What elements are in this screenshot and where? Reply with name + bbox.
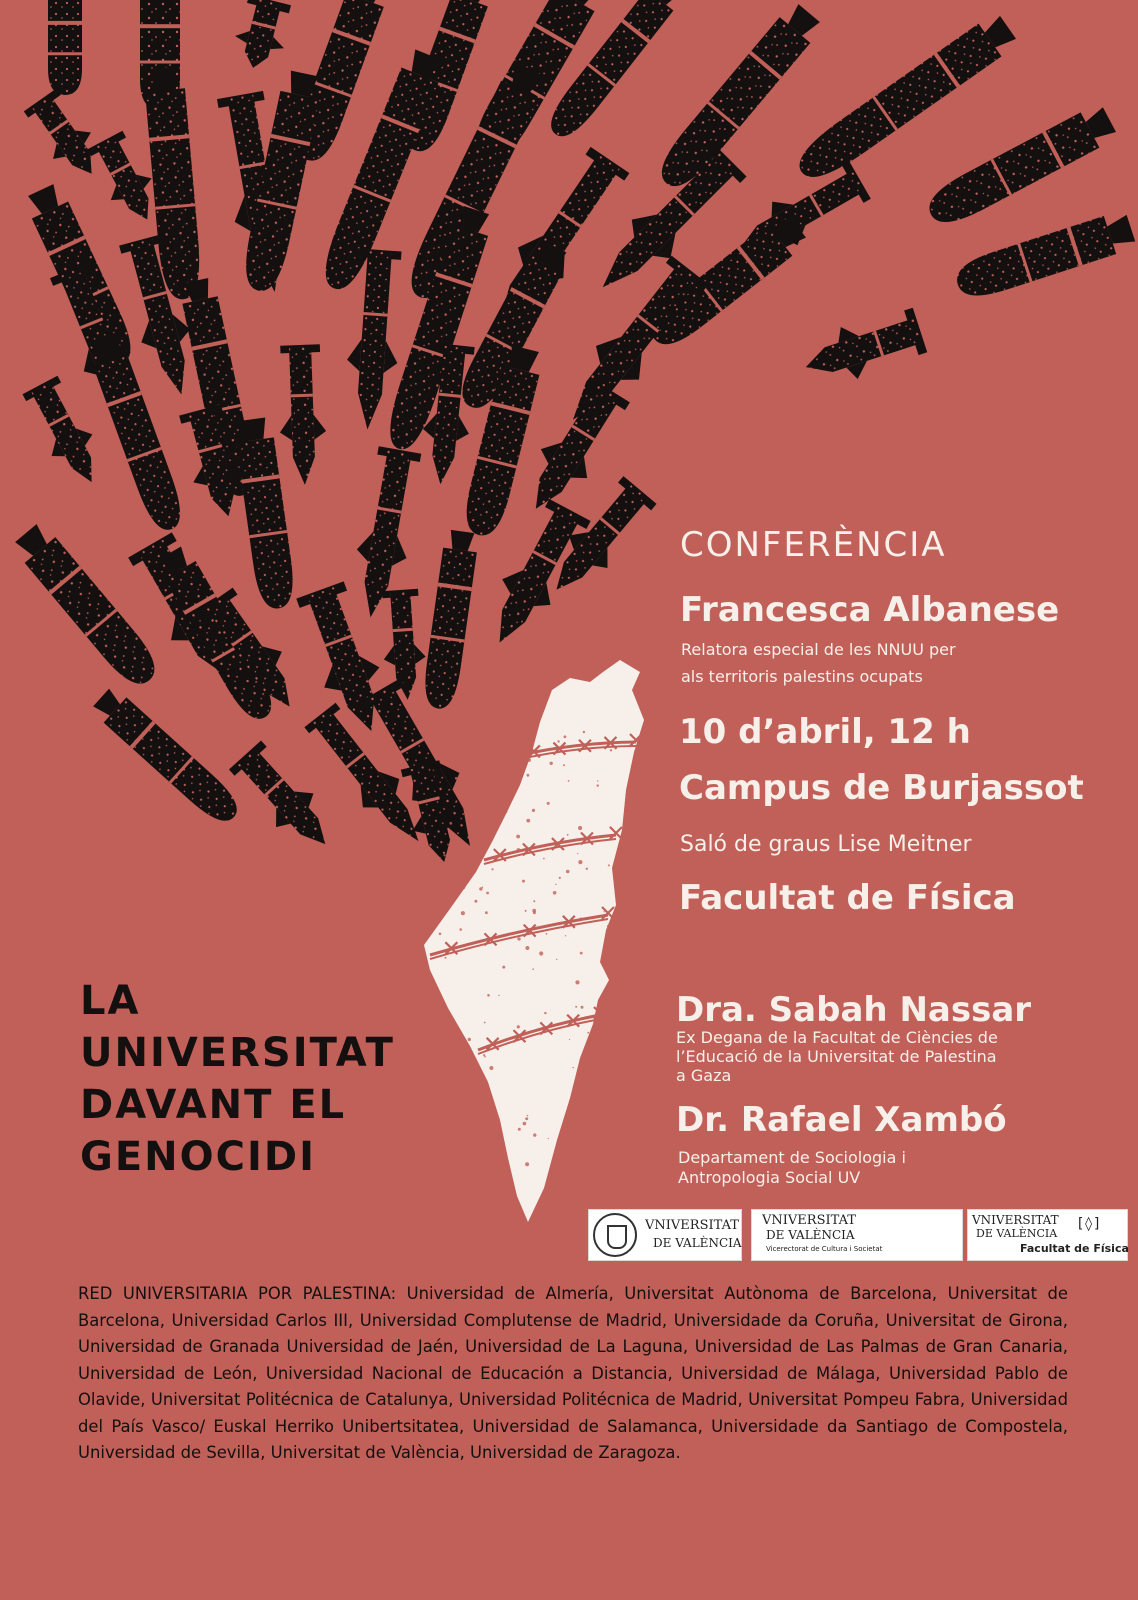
map-speck <box>525 946 529 950</box>
map-speck <box>618 1084 621 1087</box>
map-speck <box>527 1115 529 1117</box>
map-speck <box>496 713 499 716</box>
map-speck <box>582 1143 585 1146</box>
map-speck <box>559 877 561 879</box>
map-speck <box>461 1130 464 1133</box>
map-speck <box>583 731 585 733</box>
map-speck <box>603 911 604 912</box>
map-speck <box>486 892 489 895</box>
map-speck <box>453 1120 456 1123</box>
missile-icon <box>552 253 712 436</box>
role-line: Antropologia Social UV <box>678 1168 861 1187</box>
logo-line: DE VALÈNCIA <box>766 1228 855 1242</box>
map-speck <box>565 1159 569 1163</box>
map-speck <box>553 891 557 895</box>
logo-line: DE VALÈNCIA <box>653 1236 742 1250</box>
map-speck <box>569 1039 570 1040</box>
map-speck <box>611 952 614 955</box>
map-speck <box>627 1015 629 1017</box>
map-speck <box>525 1117 528 1120</box>
role-line: Relatora especial de les NNUU per <box>681 640 956 659</box>
map-speck <box>474 900 477 903</box>
title-line: GENOCIDI <box>80 1134 316 1180</box>
map-speck <box>445 957 447 959</box>
map-speck <box>493 699 496 702</box>
map-speck <box>442 1076 445 1079</box>
map-speck <box>532 730 534 732</box>
map-speck <box>506 735 510 739</box>
map-speck <box>502 966 505 969</box>
map-speck <box>440 871 443 874</box>
logo-line: Vicerectorat de Cultura i Societat <box>766 1245 883 1253</box>
bomb-icon <box>233 417 297 611</box>
map-speck <box>454 1144 456 1146</box>
map-speck <box>568 780 570 782</box>
event-faculty: Facultat de Física <box>679 878 1016 918</box>
missile-icon <box>226 738 344 861</box>
map-speck <box>469 1140 472 1143</box>
map-speck <box>484 1022 486 1024</box>
role-line: Departament de Sociologia i <box>678 1148 906 1167</box>
guest-speaker-name: Dra. Sabah Nassar <box>676 990 1032 1030</box>
map-speck <box>468 1038 471 1041</box>
physics-symbol-icon: [◊] <box>1076 1216 1102 1232</box>
map-speck <box>543 858 545 860</box>
map-speck <box>607 1154 609 1156</box>
map-speck <box>466 770 468 772</box>
logo-line: DE VALÈNCIA <box>976 1227 1058 1240</box>
map-speck <box>454 709 457 712</box>
map-speck <box>581 1074 584 1077</box>
map-speck <box>575 1006 577 1008</box>
map-speck <box>588 1138 591 1141</box>
map-speck <box>470 700 474 704</box>
map-speck <box>465 778 466 779</box>
logo-line: VNIVERSITAT <box>972 1213 1059 1227</box>
logo-facultat-fisica <box>967 1209 1128 1261</box>
map-speck <box>449 822 452 825</box>
map-speck <box>527 774 530 777</box>
map-speck <box>522 880 525 883</box>
map-speck <box>532 809 535 812</box>
map-speck <box>440 1062 443 1065</box>
event-date: 10 d’abril, 12 h <box>679 712 971 752</box>
missile-icon <box>379 589 429 702</box>
map-speck <box>627 1105 631 1109</box>
missile-icon <box>229 0 295 74</box>
map-speck <box>456 800 458 802</box>
map-speck <box>565 935 566 936</box>
map-speck <box>564 735 567 738</box>
map-speck <box>456 845 459 848</box>
map-speck <box>491 868 493 870</box>
map-speck <box>626 1003 630 1007</box>
missile-icon <box>797 304 928 393</box>
bomb-icon <box>11 520 165 693</box>
map-speck <box>462 885 466 889</box>
map-speck <box>521 734 525 738</box>
bomb-icon <box>48 0 82 95</box>
university-seal-icon <box>593 1213 637 1257</box>
map-speck <box>622 1143 626 1147</box>
map-speck <box>597 1104 599 1106</box>
map-speck <box>550 762 553 765</box>
bomb-icon <box>922 102 1119 232</box>
bomb-icon <box>790 11 1019 188</box>
map-speck <box>447 1149 451 1153</box>
map-speck <box>533 900 535 902</box>
map-speck <box>517 1025 520 1028</box>
role-line: l’Educació de la Universitat de Palestina <box>676 1047 997 1066</box>
missile-icon <box>277 344 328 486</box>
map-speck <box>581 1006 584 1009</box>
map-speck <box>565 1116 567 1118</box>
map-speck <box>459 928 462 931</box>
map-speck <box>497 815 500 818</box>
map-speck <box>597 784 599 786</box>
title-line: UNIVERSITAT <box>80 1030 395 1076</box>
logo-universitat-valencia <box>588 1209 742 1261</box>
map-speck <box>626 913 628 915</box>
poster-title <box>80 975 395 1183</box>
role-line: a Gaza <box>676 1066 732 1085</box>
palestine-map <box>424 660 644 1222</box>
map-speck <box>498 995 499 996</box>
logo-line: VNIVERSITAT <box>645 1218 739 1233</box>
map-speck <box>489 1066 493 1070</box>
map-speck <box>580 952 583 955</box>
logo-line: Facultat de Física <box>1020 1242 1129 1255</box>
map-speck <box>443 854 445 856</box>
map-speck <box>527 758 531 762</box>
map-speck <box>455 732 457 734</box>
map-speck <box>533 1133 536 1136</box>
main-speaker-role <box>681 636 956 690</box>
map-speck <box>563 764 565 766</box>
map-speck <box>485 723 487 725</box>
map-speck <box>589 1039 591 1041</box>
guest-speaker-name: Dr. Rafael Xambó <box>676 1100 1007 1140</box>
bomb-icon <box>90 685 246 830</box>
map-speck <box>547 802 550 805</box>
map-speck <box>555 884 556 885</box>
map-speck <box>557 740 559 742</box>
university-network <box>78 1281 1068 1467</box>
map-speck <box>523 1122 527 1126</box>
map-speck <box>487 994 490 997</box>
map-speck <box>517 937 520 940</box>
map-speck <box>578 860 582 864</box>
guest-speaker-role <box>678 1148 906 1188</box>
map-speck <box>546 933 548 935</box>
map-speck <box>620 985 622 987</box>
map-speck <box>622 991 624 993</box>
map-speck <box>548 1138 549 1139</box>
map-speck <box>611 986 613 988</box>
role-line: Ex Degana de la Facultat de Ciències de <box>676 1028 998 1047</box>
map-speck <box>544 1012 546 1014</box>
map-speck <box>610 749 612 751</box>
map-speck <box>502 713 503 714</box>
map-speck <box>620 855 623 858</box>
map-speck <box>525 1162 529 1166</box>
map-speck <box>597 780 598 781</box>
map-speck <box>512 787 515 790</box>
main-speaker-name: Francesca Albanese <box>680 590 1060 630</box>
map-speck <box>504 1167 508 1171</box>
map-speck <box>622 946 623 947</box>
map-speck <box>532 968 534 970</box>
map-speck <box>522 741 526 745</box>
map-speck <box>440 997 442 999</box>
bomb-icon <box>421 529 480 711</box>
map-speck <box>526 819 530 823</box>
map-speck <box>566 870 570 874</box>
event-type: CONFERÈNCIA <box>680 525 947 565</box>
map-speck <box>539 951 543 955</box>
title-line: LA <box>80 978 141 1024</box>
event-campus: Campus de Burjassot <box>679 768 1084 808</box>
network-label: RED UNIVERSITARIA POR PALESTINA: <box>78 1284 397 1303</box>
guest-speaker-role <box>676 1028 998 1085</box>
map-speck <box>455 777 458 780</box>
map-speck <box>462 1048 466 1052</box>
map-speck <box>439 933 442 936</box>
map-speck <box>461 911 465 915</box>
logo-vicerectorat-cultura <box>751 1209 963 1261</box>
map-speck <box>483 1054 485 1056</box>
map-speck <box>573 1067 574 1068</box>
bomb-icon <box>952 209 1137 303</box>
missile-icon <box>21 87 110 187</box>
map-speck <box>578 826 582 830</box>
map-speck <box>485 911 488 914</box>
map-speck <box>486 758 488 760</box>
map-speck <box>577 853 578 854</box>
map-speck <box>586 868 588 870</box>
missile-icon <box>20 374 112 493</box>
map-speck <box>587 1032 589 1034</box>
map-speck <box>504 809 508 813</box>
map-speck <box>533 724 535 726</box>
map-speck <box>449 876 452 879</box>
map-speck <box>556 959 557 960</box>
role-line: als territoris palestins ocupats <box>681 667 923 686</box>
map-speck <box>567 834 569 836</box>
title-line: DAVANT EL <box>80 1082 347 1128</box>
map-speck <box>575 980 579 984</box>
map-speck <box>456 869 457 870</box>
event-room: Saló de graus Lise Meitner <box>680 832 972 857</box>
map-speck <box>608 864 610 866</box>
map-speck <box>461 857 463 859</box>
network-members: Universidad de Almería, Universitat Autònoma de Barcelona, Universitat de Barcelona, Universidad Carlos III, Universidad Complutense de Madrid, Universidade da Coruña, Universitat de Girona, Universidad de Granada Universidad de Jaén, Universidad de La Laguna, Universidad de Las Palmas de Gran Canaria, Universidad de León, Universidad Nacional de Educación a Distancia, Universidad de Málaga, Universidad Pablo de Olavide, Universitat Politécnica de Catalunya, Universidad Politécnica de Madrid, Universitat Pompeu Fabra, Universidad del País Vasco/ Euskal Herriko Unibertsitatea, Universidad de Salamanca, Universidade da Santiago de Compostela, Universidad de Sevilla, Universitat de València, Universidad de Zaragoza. <box>78 1284 1068 1462</box>
logo-line: VNIVERSITAT <box>762 1213 856 1228</box>
map-speck <box>607 925 609 927</box>
map-speck <box>525 910 527 912</box>
map-speck <box>482 840 486 844</box>
map-speck <box>518 1128 521 1131</box>
map-speck <box>516 835 520 839</box>
map-speck <box>533 911 536 914</box>
map-speck <box>482 887 483 888</box>
map-speck <box>465 879 469 883</box>
